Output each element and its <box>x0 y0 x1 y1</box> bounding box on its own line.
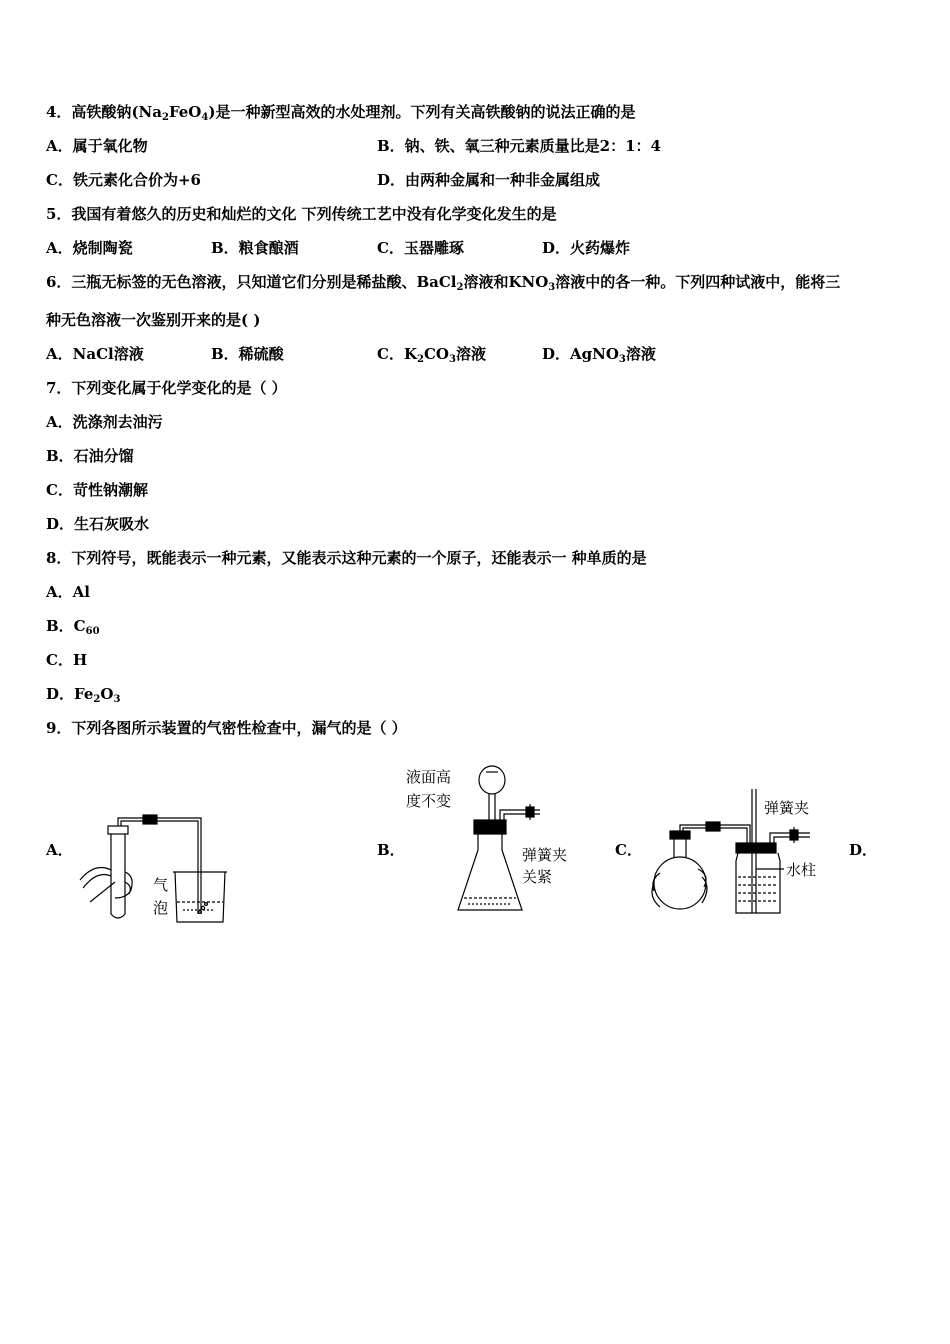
q7-stem: 7．下列变化属于化学变化的是（ ） <box>46 379 287 397</box>
q9-stem: 9．下列各图所示装置的气密性检查中，漏气的是（ ） <box>46 719 407 737</box>
q6-stem: 6．三瓶无标签的无色溶液，只知道它们分别是稀盐酸、BaCl$_2$溶液和$KNO_3$溶液中的各一种。下列四种试液中，能将三 <box>46 273 841 293</box>
q4-option-b[interactable]: B．钠、铁、氧三种元素质量比是2：1：4 <box>377 137 661 155</box>
q4-option-c[interactable]: C．铁元素化合价为+6 <box>46 171 201 189</box>
q9-option-c[interactable]: C． <box>615 841 642 859</box>
figure-b-label-2: 度不变 <box>406 792 452 810</box>
q8-option-d[interactable]: D．$Fe_2O_3$ <box>46 685 121 705</box>
figure-a-label-1: 气 <box>153 876 169 894</box>
figure-b-label-3: 弹簧夹 <box>522 846 568 864</box>
figure-c-apparatus <box>640 785 830 920</box>
q6-option-d[interactable]: D．AgNO$_3$溶液 <box>542 345 656 365</box>
q5-option-b[interactable]: B．粮食酿酒 <box>211 239 299 257</box>
q9-option-a[interactable]: A． <box>46 841 73 859</box>
q8-option-c[interactable]: C．H <box>46 651 88 669</box>
q4-stem: 4．高铁酸钠$(Na_2FeO_4)$是一种新型高效的水处理剂。下列有关高铁酸钠的说法正确的是 <box>46 103 636 123</box>
q4-option-d[interactable]: D．由两种金属和一种非金属组成 <box>377 171 601 189</box>
q8-option-b[interactable]: B．$C_{60}$ <box>46 617 100 637</box>
figure-c-label-1: 弹簧夹 <box>764 799 810 817</box>
figure-b-apparatus <box>400 762 590 922</box>
q6-option-b[interactable]: B．稀硫酸 <box>211 345 284 363</box>
q7-option-d[interactable]: D．生石灰吸水 <box>46 515 150 533</box>
q5-option-d[interactable]: D．火药爆炸 <box>542 239 631 257</box>
q6-option-a[interactable]: A．NaCl溶液 <box>46 345 144 363</box>
q5-stem: 5．我国有着悠久的历史和灿烂的文化 下列传统工艺中没有化学变化发生的是 <box>46 205 557 223</box>
q8-stem: 8．下列符号，既能表示一种元素，又能表示这种元素的一个原子，还能表示一 种单质的是 <box>46 549 647 567</box>
q4-option-a[interactable]: A．属于氧化物 <box>46 137 148 155</box>
q8-option-a[interactable]: A．Al <box>46 583 90 601</box>
q7-option-b[interactable]: B．石油分馏 <box>46 447 134 465</box>
q5-option-c[interactable]: C．玉器雕琢 <box>377 239 464 257</box>
q9-option-d[interactable]: D． <box>849 841 878 859</box>
q7-option-a[interactable]: A．洗涤剂去油污 <box>46 413 163 431</box>
q6-stem-line2: 种无色溶液一次鉴别开来的是( ) <box>46 311 261 329</box>
figure-b-label-4: 关紧 <box>522 868 553 886</box>
q5-option-a[interactable]: A．烧制陶瓷 <box>46 239 133 257</box>
figure-a-apparatus <box>75 810 235 925</box>
figure-a-label-2: 泡 <box>153 899 169 917</box>
q7-option-c[interactable]: C．苛性钠潮解 <box>46 481 148 499</box>
figure-c-label-2: 水柱 <box>786 861 817 879</box>
q6-option-c[interactable]: C．$K_2CO_3$溶液 <box>377 345 486 365</box>
q9-option-b[interactable]: B． <box>377 841 405 859</box>
figure-b-label-1: 液面高 <box>406 768 452 786</box>
